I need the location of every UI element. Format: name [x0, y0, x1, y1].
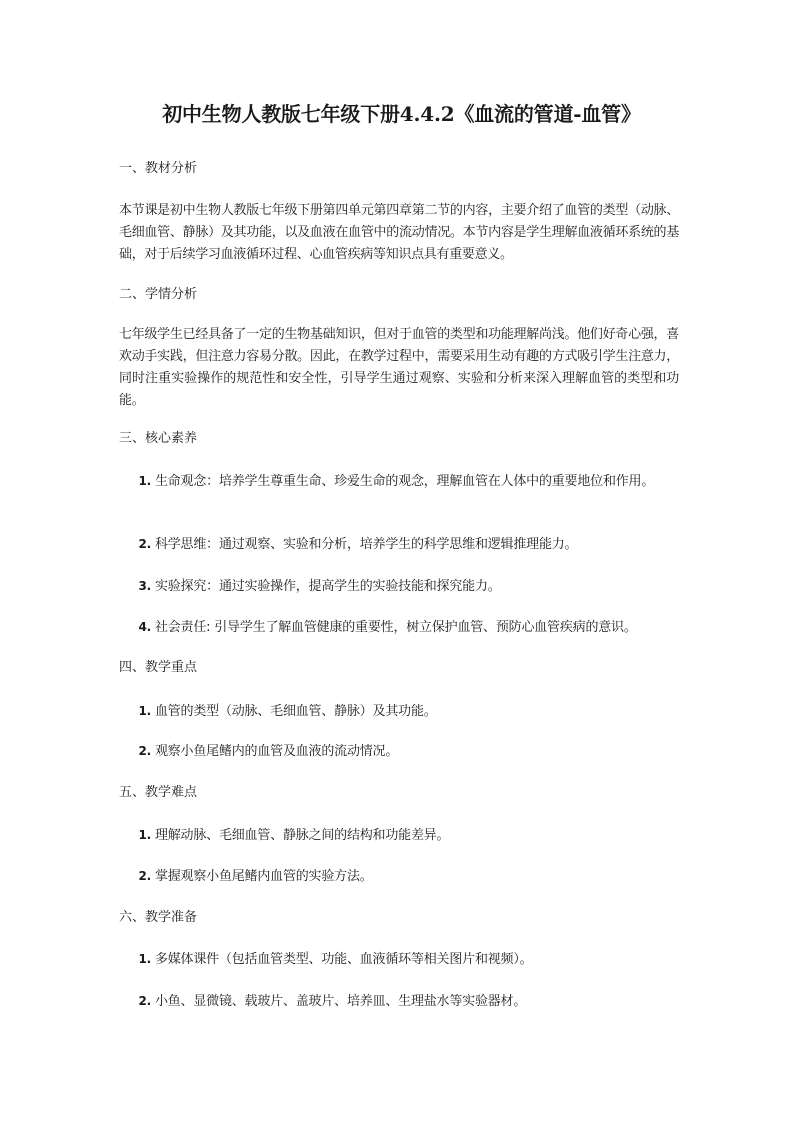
- list-number: 1.: [138, 474, 151, 488]
- list-item: [119, 824, 679, 847]
- list-item: [119, 470, 679, 493]
- list-text: 小鱼、显微镜、载玻片、盖玻片、培养皿、生理盐水等实验器材。: [154, 994, 527, 1009]
- paragraph-text: 本节课是初中生物人教版七年级下册第四单元第四章第二节的内容，主要介绍了血管的类型（动脉、毛细血管、静脉）及其功能，以及血液在血管中的流动情况。本节内容是学生理解血液循环系统的基础，对于后续学习血液循环过程、心血管疾病等知识点具有重要意义。: [119, 203, 679, 262]
- section-paragraph: [119, 324, 679, 412]
- list-item: [119, 575, 679, 598]
- list-number: 4.: [138, 620, 151, 634]
- list-item: [119, 533, 679, 556]
- paragraph-text: 七年级学生已经具备了一定的生物基础知识，但对于血管的类型和功能理解尚浅。他们好奇心强，喜欢动手实践，但注意力容易分散。因此，在教学过程中，需要采用生动有趣的方式吸引学生注意力，同时注重实验操作的规范性和安全性，引导学生通过观察、实验和分析来深入理解血管的类型和功能。: [119, 327, 679, 408]
- section-heading: 六、教学准备: [119, 910, 198, 925]
- list-text: 科学思维：通过观察、实验和分析，培养学生的科学思维和逻辑推理能力。: [154, 537, 578, 552]
- list-item: [119, 865, 679, 888]
- section-teaching-difficulty: [119, 782, 679, 804]
- list-text: 实验探究：通过实验操作，提高学生的实验技能和探究能力。: [154, 579, 501, 594]
- section-core-literacy: [119, 428, 679, 450]
- section-heading: 四、教学重点: [119, 660, 198, 675]
- list-text: 生命观念：培养学生尊重生命、珍爱生命的观念，理解血管在人体中的重要地位和作用。: [154, 474, 655, 489]
- list-number: 1.: [138, 828, 151, 842]
- section-heading: 三、核心素养: [119, 431, 198, 446]
- section-teaching-material: [119, 158, 679, 180]
- list-item: [119, 616, 679, 639]
- list-text: 多媒体课件（包括血管类型、功能、血液循环等相关图片和视频）。: [154, 952, 533, 967]
- list-text: 社会责任: 引导学生了解血管健康的重要性，树立保护血管、预防心血管疾病的意识。: [154, 620, 637, 635]
- list-item: [119, 948, 679, 971]
- list-number: 3.: [138, 579, 151, 593]
- list-number: 1.: [138, 952, 151, 966]
- list-number: 2.: [138, 537, 151, 551]
- list-text: 观察小鱼尾鳍内的血管及血液的流动情况。: [154, 744, 399, 759]
- list-number: 2.: [138, 869, 151, 883]
- list-item: [119, 740, 679, 763]
- list-item: [119, 700, 679, 723]
- section-student-analysis: [119, 284, 679, 306]
- list-text: 理解动脉、毛细血管、静脉之间的结构和功能差异。: [154, 828, 450, 843]
- section-heading: 五、教学难点: [119, 785, 198, 800]
- document-title: 初中生物人教版七年级下册4.4.2《血流的管道-血管》: [162, 102, 641, 126]
- list-number: 1.: [138, 704, 151, 718]
- list-number: 2.: [138, 744, 151, 758]
- section-paragraph: [119, 200, 679, 266]
- list-item: [119, 990, 679, 1013]
- section-teaching-focus: [119, 657, 679, 679]
- list-text: 掌握观察小鱼尾鳍内血管的实验方法。: [154, 869, 373, 884]
- section-heading: 一、教材分析: [119, 161, 198, 176]
- section-heading: 二、学情分析: [119, 287, 198, 302]
- list-number: 2.: [138, 994, 151, 1008]
- section-teaching-preparation: [119, 907, 679, 929]
- list-text: 血管的类型（动脉、毛细血管、静脉）及其功能。: [154, 704, 437, 719]
